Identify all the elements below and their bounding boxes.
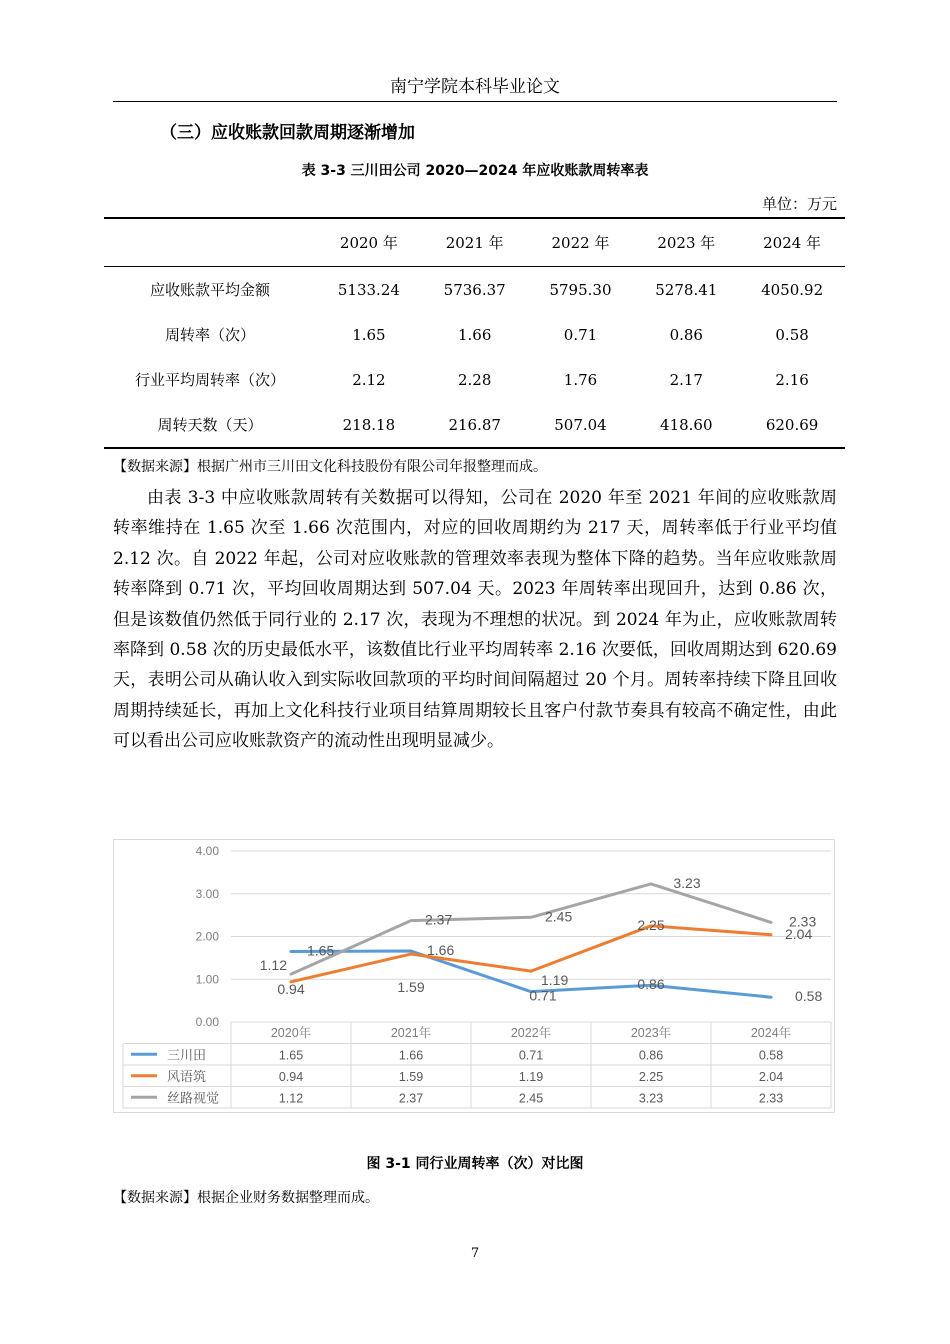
table-row <box>104 357 845 402</box>
body-paragraph: 由表 3-3 中应收账款周转有关数据可以得知，公司在 2020 年至 2021 年间的应收账款周转率维持在 1.65 次至 1.66 次范围内，对应的回收周期约为 217 天，周转率低于行业平均值 2.12 次。自 2022 年起，公司对应收账款的管理效率表现为整体下降的趋势。当年应收账款周转率降到 0.71 次，平均回收周期达到 507.04 天。2023 年周转率出现回升，达到 0.86 次，但是该数值仍然低于同行业的 2.17 次，表现为不理想的状况。到 2024 年为止，应收账款周转率降到 0.58 次的历史最低水平，该数值比行业平均周转率 2.16 次要低，回收周期达到 620.69 天，表明公司从确认收入到实际收回款项的平均时间间隔超过 20 个月。周转率持续下降且回收周期持续延长，再加上文化科技行业项目结算周期较长且客户付款节奏具有较高不确定性，由此可以看出公司应收账款资产的流动性出现明显减少。 <box>113 488 837 752</box>
data-label: 1.66 <box>427 942 455 959</box>
legend-label: 三川田 <box>167 1047 207 1063</box>
data-label: 0.58 <box>795 988 823 1005</box>
data-table-value: 1.19 <box>518 1069 544 1084</box>
data-table-value: 2.33 <box>758 1091 784 1106</box>
data-label: 0.94 <box>277 980 305 997</box>
table-cell: 2.17 <box>669 370 703 389</box>
table-cell: 1.66 <box>457 325 492 344</box>
table-cell: 0.71 <box>563 325 598 344</box>
table-row <box>104 402 845 448</box>
x-category-label: 2023年 <box>630 1026 672 1040</box>
y-tick-label: 1.00 <box>195 972 219 987</box>
row-label: 周转率（次） <box>164 326 255 344</box>
data-label: 2.37 <box>425 911 453 928</box>
data-label: 0.86 <box>637 976 665 993</box>
table-cell: 2.12 <box>352 370 386 389</box>
table-cell: 5278.41 <box>655 280 718 299</box>
table-cell: 4050.92 <box>761 280 824 299</box>
legend-label: 风语筑 <box>167 1068 207 1084</box>
data-label: 1.12 <box>259 957 287 974</box>
table-cell: 2.28 <box>457 370 492 389</box>
table-cell: 5736.37 <box>443 280 506 299</box>
table-cell: 620.69 <box>765 415 819 434</box>
data-label: 2.04 <box>785 925 813 942</box>
table-cell: 2.16 <box>775 370 809 389</box>
y-tick-label: 2.00 <box>195 929 219 944</box>
table-cell: 218.18 <box>342 415 396 434</box>
data-table-value: 2.45 <box>518 1091 544 1106</box>
page-number: 7 <box>470 1246 480 1261</box>
turnover-line-chart <box>113 839 835 1113</box>
unit-note: 单位：万元 <box>761 195 837 213</box>
x-category-label: 2022年 <box>510 1026 552 1040</box>
data-table-value: 2.37 <box>398 1091 424 1106</box>
data-table-value: 1.65 <box>278 1048 304 1063</box>
data-label: 1.65 <box>307 942 335 959</box>
row-label: 应收账款平均金额 <box>149 281 270 299</box>
column-header: 2023 年 <box>657 234 716 252</box>
legend-label: 丝路视觉 <box>167 1090 220 1106</box>
column-header: 2021 年 <box>445 234 504 252</box>
y-tick-label: 0.00 <box>195 1015 219 1029</box>
data-table-value: 0.58 <box>758 1048 784 1063</box>
receivables-table <box>104 217 845 449</box>
table-cell: 0.86 <box>669 325 703 344</box>
figure-caption: 图 3-1 同行业周转率（次）对比图 <box>366 1156 584 1172</box>
figure-source-note: 【数据来源】根据企业财务数据整理而成。 <box>113 1190 379 1206</box>
table-cell: 1.76 <box>563 370 598 389</box>
data-label: 3.23 <box>673 874 701 891</box>
table-row <box>104 312 845 357</box>
column-header: 2024 年 <box>763 234 822 252</box>
table-cell: 507.04 <box>554 415 607 434</box>
data-table-value: 2.04 <box>758 1069 784 1084</box>
column-header <box>104 218 316 267</box>
table-cell: 5795.30 <box>549 280 612 299</box>
data-table-value: 1.59 <box>398 1069 424 1084</box>
row-label: 行业平均周转率（次） <box>134 371 285 389</box>
column-header: 2020 年 <box>339 234 398 252</box>
table-cell: 0.58 <box>775 325 809 344</box>
table-cell: 1.65 <box>352 325 386 344</box>
series-line-2 <box>291 926 771 982</box>
data-table-value: 3.23 <box>638 1091 664 1106</box>
row-label: 周转天数（天） <box>157 416 263 434</box>
table-row <box>104 267 845 313</box>
data-table-value: 1.12 <box>278 1091 304 1106</box>
data-label: 0.71 <box>529 987 557 1004</box>
data-label: 2.45 <box>545 908 573 925</box>
table-cell: 5133.24 <box>337 280 400 299</box>
table-cell: 418.60 <box>660 415 713 434</box>
data-label: 1.59 <box>397 979 425 996</box>
column-header: 2022 年 <box>551 234 610 252</box>
running-header: 南宁学院本科毕业论文 <box>390 77 560 97</box>
y-tick-label: 4.00 <box>195 844 219 858</box>
data-label: 2.33 <box>789 913 817 930</box>
data-label: 2.25 <box>637 916 665 933</box>
data-table-value: 2.25 <box>638 1069 664 1084</box>
data-table-value: 0.86 <box>638 1048 664 1063</box>
table-header-row <box>104 218 845 267</box>
data-table-value: 0.94 <box>278 1069 304 1084</box>
table-source-note: 【数据来源】根据广州市三川田文化科技股份有限公司年报整理而成。 <box>113 459 547 475</box>
x-category-label: 2021年 <box>390 1026 432 1040</box>
table-cell: 216.87 <box>448 415 501 434</box>
data-table-value: 0.71 <box>518 1048 544 1063</box>
x-category-label: 2024年 <box>750 1026 792 1040</box>
table-caption: 表 3-3 三川田公司 2020—2024 年应收账款周转率表 <box>301 163 649 179</box>
header-rule <box>113 101 837 102</box>
y-tick-label: 3.00 <box>195 886 219 901</box>
data-label: 1.19 <box>541 972 569 989</box>
data-table-value: 1.66 <box>398 1048 424 1063</box>
section-heading: （三）应收账款回款周期逐渐增加 <box>160 123 415 143</box>
x-category-label: 2020年 <box>270 1026 312 1040</box>
